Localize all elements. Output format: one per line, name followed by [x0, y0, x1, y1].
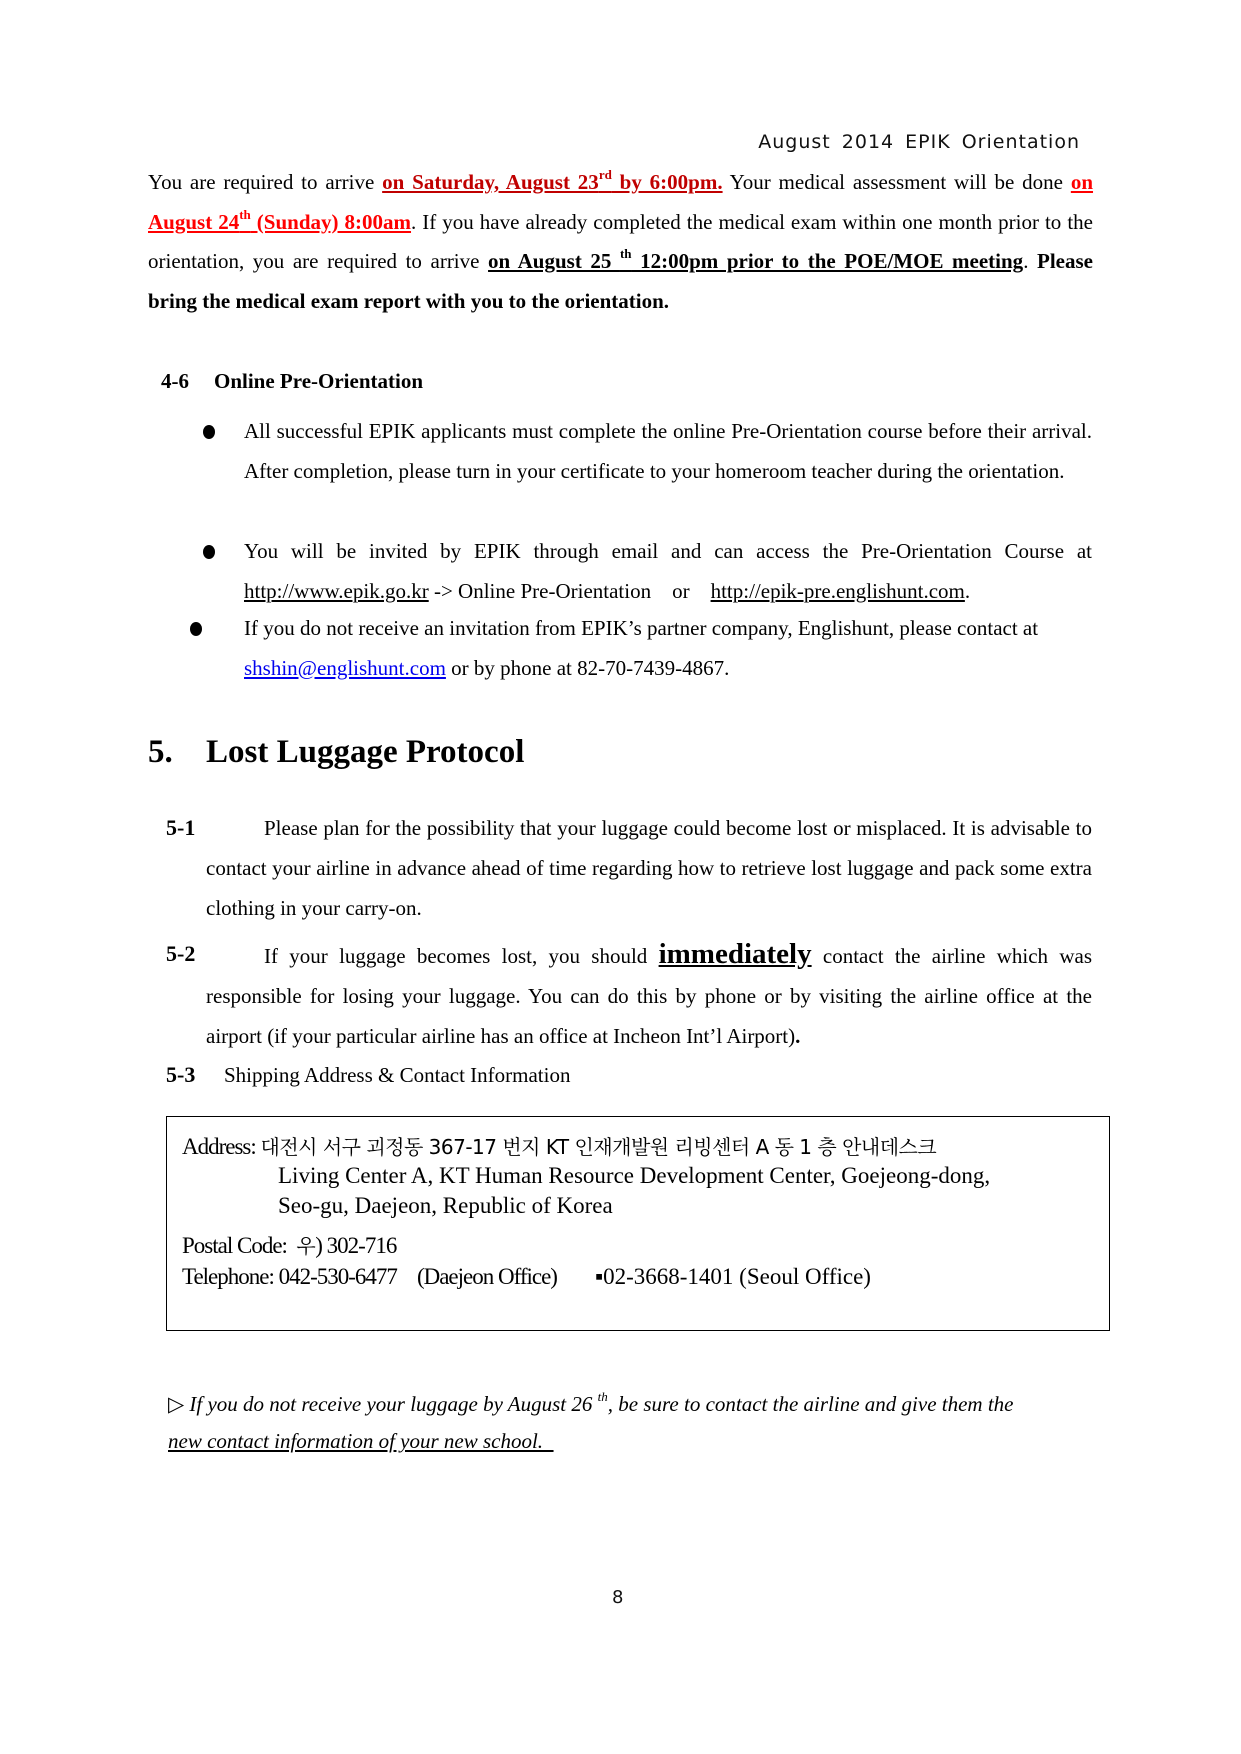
running-header: August 2014 EPIK Orientation — [758, 131, 1080, 153]
list-item: All successful EPIK applicants must complete the online Pre-Orientation course before their arrival. After completion, please turn in your certificate to your homeroom teacher during the orientation. — [244, 419, 1092, 483]
postal-mark-icon: 우 — [296, 1234, 316, 1258]
bullet-icon — [203, 425, 215, 439]
address-english-1: Living Center A, KT Human Resource Development Center, Goejeong-dong, — [278, 1163, 991, 1188]
postal-code: Postal Code: 우) 302-716 — [182, 1233, 397, 1258]
luggage-note: ▷ If you do not receive your luggage by August 26 $^{th}$, be sure to contact the airline and give them the new contact information of your new school. — [168, 1389, 1014, 1453]
alternate-arrival: on August 25 $^{th}$ 12:00pm prior to the POE/MOE meeting — [488, 246, 1024, 273]
support-email-link[interactable]: shshin@englishunt.com — [244, 655, 446, 680]
list-item: If you do not receive an invitation from EPIK’s partner company, Englishunt, please contact at shshin@englishunt.com or by phone at 82-70-7439-4867. — [244, 616, 1039, 680]
bullet-icon — [190, 622, 202, 636]
address-english-2: Seo-gu, Daejeon, Republic of Korea — [278, 1193, 613, 1218]
bring-report-note: Please bring the medical exam report with you to the orientation. — [148, 249, 1093, 313]
section-heading-4-6: 4-6 Online Pre-Orientation — [161, 369, 424, 393]
bullet-icon — [203, 545, 215, 559]
epik-website-link[interactable]: http://www.epik.go.kr — [244, 578, 429, 603]
triangle-pointer-icon: ▷ — [168, 1392, 185, 1416]
address-korean: Address: 대전시 서구 괴정동 367-17 번지 KT 인재개발원 리빙센터 A 동 1 층 안내데스크 — [182, 1134, 937, 1159]
contact-info-box — [166, 1116, 1110, 1331]
numbered-item-5-1: 5-1 Please plan for the possibility that your luggage could become lost or misplaced. It is advisable to contact your airline in advance ahead of time regarding how to retrieve lost luggage and pack some extra clothing in your carry-on. — [166, 815, 1092, 920]
immediately-emphasis: immediately — [658, 938, 812, 970]
numbered-item-5-2: 5-2 If your luggage becomes lost, you should immediately contact the airline which was responsible for losing your luggage. You can do this by phone or by visiting the airline office at the airport (if your particular airline has an office at Incheon Int’l Airport). — [166, 938, 1092, 1048]
medical-date: on August 24th (Sunday) 8:00am — [148, 170, 1094, 234]
englishunt-preorientation-link[interactable]: http://epik-pre.englishunt.com — [710, 578, 965, 603]
arrival-paragraph: You are required to arrive on Saturday, August 23rd by 6:00pm. Your medical assessment will be done on August 24th (Sunday) 8:00am. If you have already completed the medical exam within one month prior to the orientation, you are required to arrive on August 25 $^{th}$ 12:00pm prior to the POE/MOE meeting. Please bring the medical exam report with you to the orientation. — [148, 167, 1094, 313]
numbered-item-5-3: 5-3 Shipping Address & Contact Information — [166, 1062, 571, 1087]
arrival-date: on Saturday, August 23rd by 6:00pm. — [382, 167, 723, 194]
page-number: 8 — [612, 1587, 624, 1608]
telephone: Telephone: 042-530-6477 (Daejeon Office) ▪02-3668-1401 (Seoul Office) — [182, 1264, 871, 1289]
section-heading-5: 5. Lost Luggage Protocol — [148, 734, 525, 770]
list-item: You will be invited by EPIK through email and can access the Pre-Orientation Course at http://www.epik.go.kr -> Online Pre-Orientation or http://epik-pre.englishunt.com. — [244, 539, 1092, 603]
